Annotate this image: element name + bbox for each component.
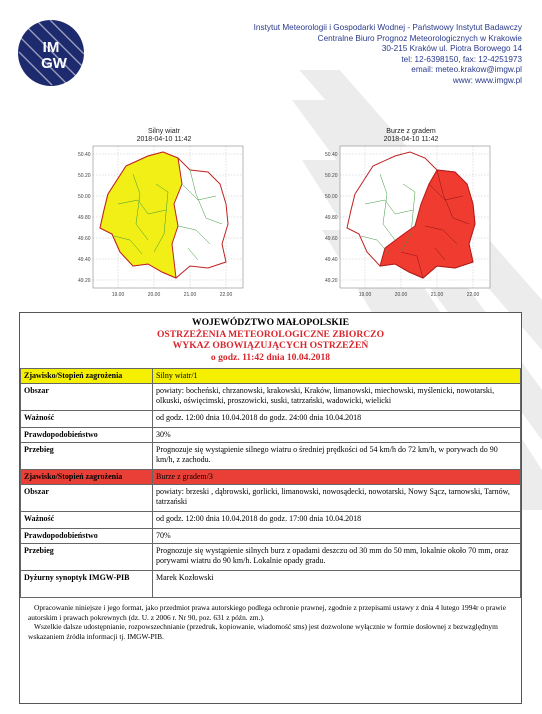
map-date: 2018-04-10 11:42 (136, 136, 192, 143)
imgw-logo (16, 18, 86, 88)
area-value: powiaty: brzeski , dąbrowski, gorlicki, limanowski, nowosądecki, nowotarski, Nowy Sącz, tarnowski, Tarnów, tatrzański (153, 485, 521, 512)
row-label: Przebieg (21, 443, 153, 470)
map-y-tick: 49.40 (325, 257, 338, 263)
map-y-tick: 49.20 (78, 278, 91, 284)
map-y-tick: 50.00 (78, 194, 91, 200)
map-title: Silny wiatr (148, 128, 180, 135)
validity-value: od godz. 12:00 dnia 10.04.2018 do godz. 17:00 dnia 10.04.2018 (153, 512, 521, 529)
map-x-tick: 21.00 (183, 292, 197, 298)
row-label: Obszar (21, 384, 153, 411)
phenomenon-value: Silny wiatr/1 (153, 369, 521, 384)
report-title-time: o godz. 11:42 dnia 10.04.2018 (210, 351, 331, 363)
area-value: powiaty: bocheński, chrzanowski, krakowski, Kraków, limanowski, miechowski, myślenicki, nowotarski, olkuski, oświęcimski, proszowicki, suski, tatrzański, wadowicki, wielicki (153, 384, 521, 411)
table-row (21, 384, 521, 411)
map-drawing (325, 144, 497, 304)
table-row (21, 512, 521, 529)
copyright-notice (20, 598, 521, 646)
row-label: Zjawisko/Stopień zagrożenia (21, 369, 153, 384)
probability-value: 70% (153, 529, 521, 544)
report-title (20, 317, 521, 363)
map-x-tick: 20.00 (394, 292, 408, 298)
copyright-paragraph: Opracowanie niniejsze i jego format, jako przedmiot prawa autorskiego podlega ochronie prawnej, zgodnie z przepisami ustawy z dnia 4 lutego 1994r o prawie autorskim i prawach pokrewnych (dz. U. z 2006 r. Nr 90, poz. 631 z późn. zm.). (28, 603, 507, 622)
storm-warning-map (325, 128, 497, 304)
copyright-paragraph: Wszelkie dalsze udostępnianie, rozpowszechnianie (przedruk, kopiowanie, wiadomość sms) jest dozwolone wyłącznie w formie dosłownej z bezwzględnym wskazaniem źródła informacji tj. IMGW-PIB. (28, 622, 498, 641)
map-title: Burze z gradem (386, 128, 436, 135)
map-x-tick: 19.00 (111, 292, 125, 298)
report-title-region: WOJEWÓDZTWO MAŁOPOLSKIE (192, 317, 349, 328)
header-email[interactable]: email: meteo.krakow@imgw.pl (411, 65, 522, 75)
phenomenon-value: Burze z gradem/3 (153, 470, 521, 485)
row-label: Przebieg (21, 544, 153, 571)
row-label: Ważność (21, 411, 153, 428)
map-y-tick: 49.20 (325, 278, 338, 284)
map-x-tick: 20.00 (147, 292, 161, 298)
report-title-subheading: WYKAZ OBOWIĄZUJĄCYCH OSTRZEŻEŃ (172, 340, 369, 351)
row-label: Ważność (21, 512, 153, 529)
table-row (21, 428, 521, 443)
row-label: Obszar (21, 485, 153, 512)
header-line: Instytut Meteorologii i Gospodarki Wodnej - Państwowy Instytut Badawczy (253, 23, 522, 32)
header-www[interactable]: www: www.imgw.pl (452, 75, 522, 85)
warnings-table (20, 368, 521, 598)
map-y-tick: 49.80 (325, 215, 338, 221)
row-label: Prawdopodobieństwo (21, 428, 153, 443)
map-x-tick: 22.00 (219, 292, 233, 298)
row-label: Prawdopodobieństwo (21, 529, 153, 544)
map-date: 2018-04-10 11:42 (383, 136, 439, 143)
logo-text-top: IM (42, 39, 60, 56)
map-y-tick: 49.40 (78, 257, 91, 263)
row-label: Zjawisko/Stopień zagrożenia (21, 470, 153, 485)
header-line: Centralne Biuro Prognoz Meteorologicznych w Krakowie (317, 33, 522, 43)
map-x-tick: 19.00 (358, 292, 372, 298)
map-y-tick: 50.40 (325, 152, 338, 158)
table-row (21, 571, 521, 598)
map-y-tick: 49.60 (325, 236, 338, 242)
map-x-tick: 21.00 (430, 292, 444, 298)
table-row (21, 544, 521, 571)
map-y-tick: 49.60 (78, 236, 91, 242)
table-row (21, 470, 521, 485)
table-row (21, 529, 521, 544)
validity-value: od godz. 12:00 dnia 10.04.2018 do godz. 24:00 dnia 10.04.2018 (153, 411, 521, 428)
map-x-tick: 22.00 (466, 292, 480, 298)
course-value: Prognozuje się wystąpienie silnego wiatru o średniej prędkości od 54 km/h do 72 km/h, w porywach do 90 km/h, z zachodu. (153, 443, 521, 470)
table-row (21, 485, 521, 512)
institute-header (254, 23, 522, 87)
table-row (21, 443, 521, 470)
forecaster-value: Marek Kozłowski (153, 571, 521, 598)
row-label: Dyżurny synoptyk IMGW-PIB (21, 571, 153, 598)
header-line: 30-215 Kraków ul. Piotra Borowego 14 (381, 44, 522, 54)
probability-value: 30% (153, 428, 521, 443)
report-title-heading: OSTRZEŻENIA METEOROLOGICZNE ZBIORCZO (156, 328, 385, 340)
map-y-tick: 50.20 (78, 173, 91, 179)
header-line: tel: 12-6398150, fax: 12-4251973 (401, 54, 522, 64)
map-drawing (78, 144, 250, 304)
wind-warning-map (78, 128, 250, 304)
map-y-tick: 50.20 (325, 173, 338, 179)
map-y-tick: 50.00 (325, 194, 338, 200)
logo-text-bottom: GW (41, 55, 67, 72)
warnings-report (19, 312, 522, 704)
course-value: Prognozuje się wystąpienie silnych burz z opadami deszczu od 30 mm do 50 mm, lokalnie około 70 mm, oraz porywami wiatru do 90 km/h. Lokalnie opady gradu. (153, 544, 521, 571)
map-y-tick: 49.80 (78, 215, 91, 221)
table-row (21, 411, 521, 428)
table-row (21, 369, 521, 384)
map-y-tick: 50.40 (78, 152, 91, 158)
